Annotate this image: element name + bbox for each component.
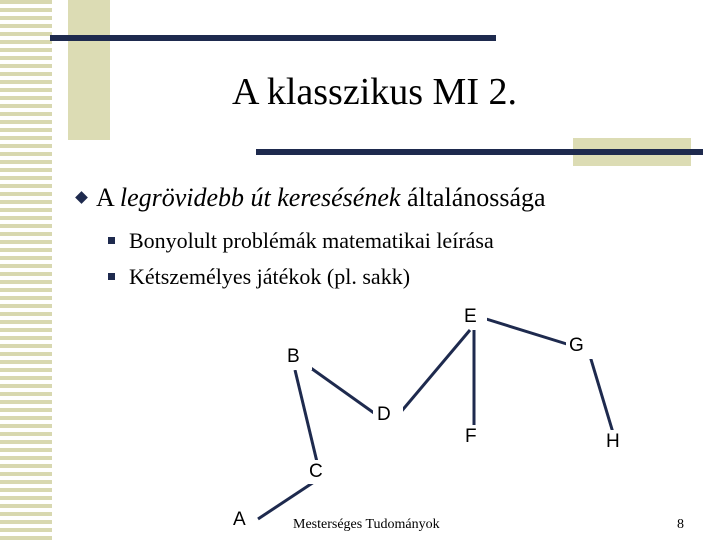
edge-b-d: [308, 366, 374, 413]
edge-e-d: [400, 330, 470, 413]
node-h: H: [606, 431, 620, 452]
footer-text: Mesterséges Tudományok: [293, 517, 440, 532]
edge-c-a: [258, 480, 317, 519]
edge-e-g: [483, 318, 570, 345]
slide-title: A klasszikus MI 2.: [232, 71, 517, 113]
main-bullet-italic: legrövidebb út keresésének: [119, 183, 401, 212]
node-f: F: [465, 426, 477, 447]
node-e: E: [464, 306, 477, 327]
node-a: A: [233, 509, 246, 530]
edge-g-h: [590, 356, 614, 436]
node-d: D: [377, 404, 391, 425]
main-bullet-suffix: általánossága: [400, 183, 546, 212]
node-g: G: [569, 335, 584, 356]
sub-bullet-text: Bonyolult problémák matematikai leírása: [129, 228, 494, 253]
node-b: B: [287, 346, 300, 367]
edge-b-c: [295, 370, 317, 462]
sub-bullet-text: Kétszemélyes játékok (pl. sakk): [129, 264, 411, 289]
main-bullet-prefix: A: [96, 183, 120, 212]
node-c: C: [309, 461, 323, 482]
page-number: 8: [677, 517, 684, 532]
